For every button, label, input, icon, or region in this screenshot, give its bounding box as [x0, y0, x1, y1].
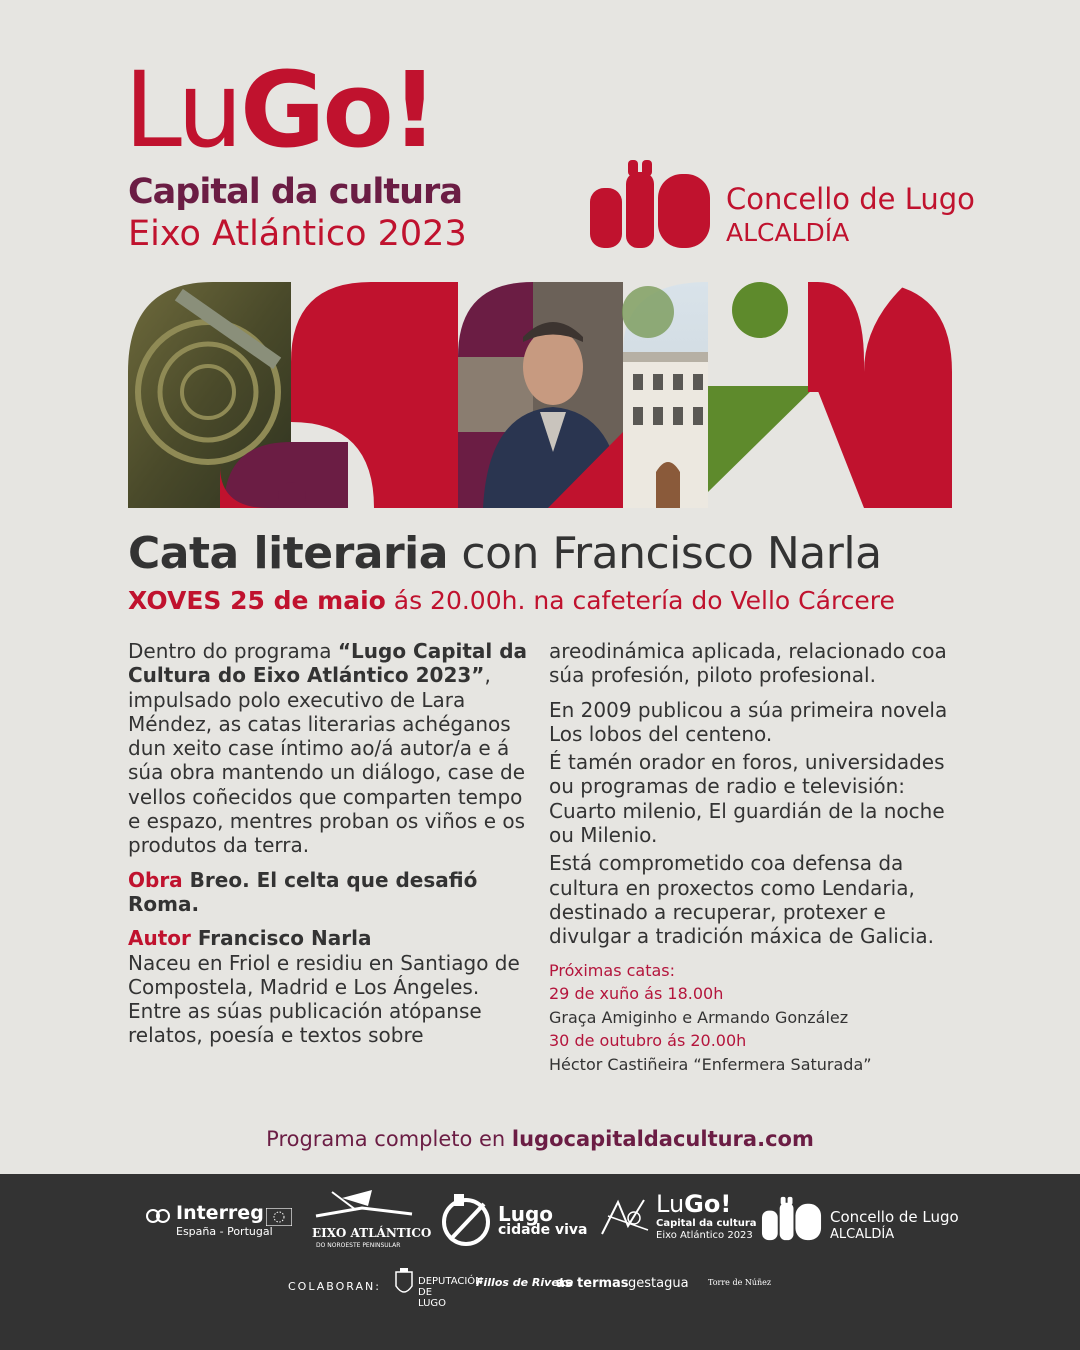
- lugo-cidade-viva-logo: [440, 1192, 590, 1252]
- concello-castle-icon: [586, 160, 716, 250]
- lugo-capital-wordmark: [656, 1192, 731, 1216]
- event-title-rest: con Francisco Narla: [447, 528, 882, 579]
- intro-pre: Dentro do programa: [128, 639, 338, 663]
- event-date-rest: ás 20.00h. na cafetería do Vello Cárcere: [385, 586, 895, 615]
- sponsor-torre-nunez: Torre de Núñez: [708, 1278, 772, 1287]
- footer: [0, 1174, 1080, 1350]
- lugo-cv-sub: cidade viva: [498, 1222, 588, 1238]
- capital-subtitle: Eixo Atlántico 2023: [128, 214, 467, 254]
- building-photo: [622, 282, 708, 508]
- event-title: [128, 528, 882, 579]
- lugo-logo: [124, 49, 436, 171]
- autor-bio-1: Naceu en Friol e residiu en Santiago de Compostela, Madrid e Los Ángeles.: [128, 950, 520, 999]
- lugo-capital-logo: [598, 1190, 757, 1252]
- lugo-cidade-viva-icon: [440, 1192, 492, 1246]
- eixo-name: EIXO ATLÁNTICO: [312, 1226, 432, 1240]
- next-tasting-date: 30 de outubro ás 20.00h: [549, 1031, 747, 1051]
- event-date-bold: XOVES 25 de maio: [128, 586, 386, 615]
- interreg-name: Interreg: [176, 1202, 264, 1224]
- eixo-atlantico-icon: [312, 1188, 416, 1222]
- deputacion-shield-icon: [394, 1268, 414, 1298]
- right-column: [549, 639, 969, 1076]
- next-tastings: [549, 959, 969, 1077]
- eixo-atlantico-logo: [312, 1188, 432, 1252]
- sponsor-deputacion-name: DEPUTACIÓN DE LUGO: [418, 1276, 483, 1309]
- sponsor-fillos-riveka: Fillos de Riveka: [476, 1276, 574, 1289]
- intro-paragraph: [128, 639, 528, 858]
- next-tasting-guests: Graça Amiginho e Armando González: [549, 1007, 849, 1027]
- autor-label: Autor: [128, 926, 191, 951]
- obra-label: Obra: [128, 867, 183, 892]
- program-url-link[interactable]: lugocapitaldacultura.com: [511, 1127, 814, 1151]
- concello-name: Concello de Lugo: [726, 182, 975, 216]
- lugo-capital-title: Capital da cultura: [656, 1218, 757, 1229]
- sponsor-gestagua: gestagua: [628, 1276, 689, 1291]
- green-triangle: [708, 386, 816, 492]
- capital-title: Capital da cultura: [128, 172, 462, 212]
- left-column: [128, 639, 528, 1048]
- autor-line: [128, 926, 528, 950]
- colaboran-label: COLABORAN:: [288, 1280, 381, 1293]
- eixo-sub: DO NOROESTE PENINSULAR: [316, 1242, 401, 1249]
- event-title-bold: Cata literaria: [128, 528, 448, 579]
- sponsor-as-termas: as termas: [556, 1276, 629, 1291]
- lugo-capital-sub: Eixo Atlántico 2023: [656, 1230, 753, 1241]
- program-pre: Programa completo en: [266, 1127, 512, 1151]
- program-line: [0, 1127, 1080, 1151]
- lugo-capital-icon: [598, 1196, 652, 1240]
- right-paragraph-4: Está comprometido coa defensa da cultura en proxectos como Lendaria, destinado a recuperar, protexer e divulgar a tradición máxica de Galicia.: [549, 851, 934, 949]
- lugo-cv-name: Lugo: [498, 1202, 554, 1226]
- right-paragraph-2: En 2009 publicou a súa primeira novela Los lobos del centeno.: [549, 697, 948, 746]
- logo-go: Go: [240, 49, 391, 171]
- footer-concello-sub: ALCALDÍA: [830, 1227, 895, 1242]
- eu-flag-icon: [266, 1208, 292, 1226]
- intro-program: “Lugo Capital da Cultura do Eixo Atlántico 2023”: [128, 639, 528, 688]
- obra-paragraph: [128, 868, 528, 917]
- concello-logo: [586, 160, 975, 250]
- footer-castle-icon: [760, 1196, 824, 1242]
- autor-bio-2: Entre as súas publicación atópanse relatos, poesía e textos sobre: [128, 999, 482, 1048]
- event-date: [128, 586, 895, 615]
- interreg-icon: [146, 1206, 170, 1226]
- intro-post: , impulsado polo executivo de Lara Méndez, as catas literarias achéganos dun xeito case íntimo ao/á autor/a e á súa obra mantendo un diálogo, case de vellos coñecidos que comparten tempo e espazo, mentres proban os viños e os produtos da terra.: [128, 663, 526, 858]
- autor-value: Francisco Narla: [190, 926, 372, 951]
- right-paragraph-3: É tamén orador en foros, universidades ou programas de radio e televisión: Cuarto milenio, El guardián de la noche ou Milenio.: [549, 750, 945, 848]
- next-tasting-date: 29 de xuño ás 18.00h: [549, 984, 724, 1004]
- footer-logo-go: Go!: [684, 1190, 732, 1218]
- red-shape-2: [808, 282, 864, 392]
- next-tastings-label: Próximas catas:: [549, 960, 676, 980]
- right-paragraph-1: areodinámica aplicada, relacionado coa súa profesión, piloto profesional.: [549, 639, 947, 688]
- footer-concello-name: Concello de Lugo: [830, 1208, 959, 1226]
- plum-arch: [458, 282, 533, 357]
- logo-lu: Lu: [124, 49, 241, 171]
- footer-concello-logo: [760, 1196, 960, 1246]
- logo-exclamation: !: [390, 49, 436, 171]
- next-tasting-guests: Héctor Castiñeira “Enfermera Saturada”: [549, 1054, 872, 1074]
- footer-logo-lu: Lu: [656, 1190, 685, 1218]
- concello-subtitle: ALCALDÍA: [726, 218, 850, 247]
- interreg-sub: España - Portugal: [176, 1225, 273, 1238]
- image-mosaic: [128, 282, 952, 508]
- obra-value: Breo. El celta que desafió Roma.: [128, 867, 478, 916]
